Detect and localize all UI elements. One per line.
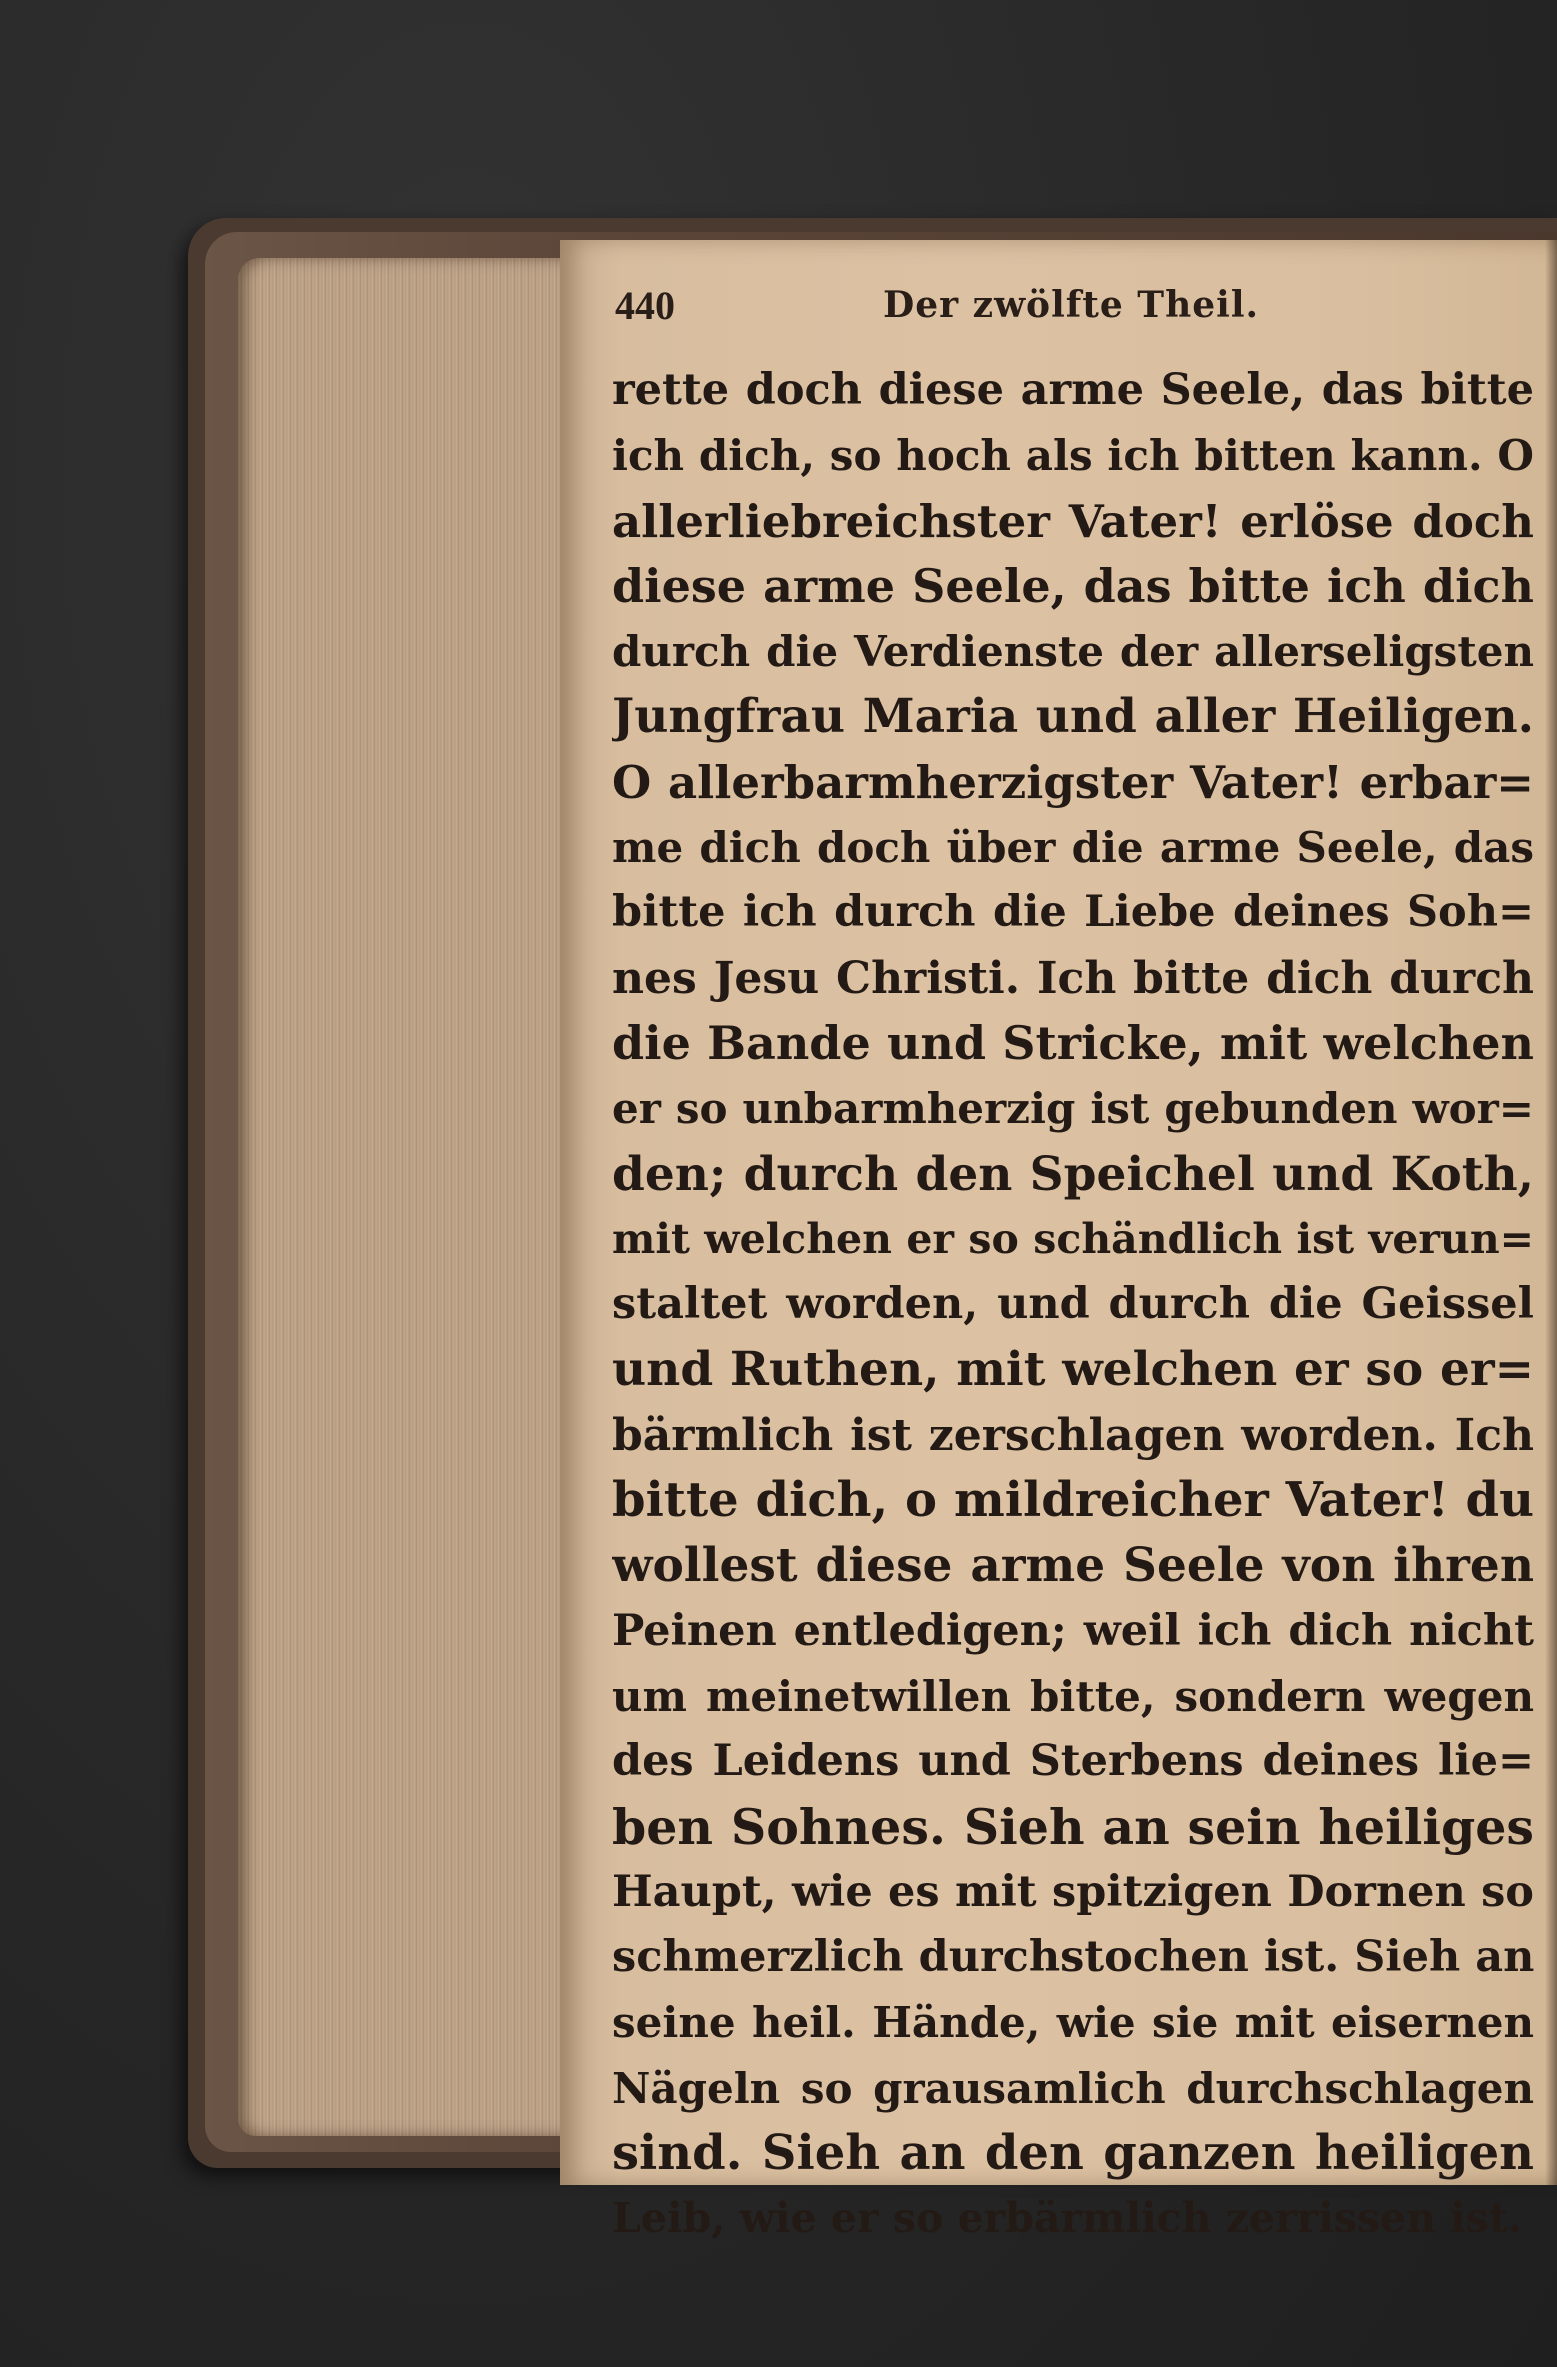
text-line: staltet worden, und durch die Geissel [612,1279,1534,1330]
text-line: die Bande und Stricke, mit welchen [612,1015,1534,1070]
text-line: bitte ich durch die Liebe deines Soh= [612,887,1534,938]
page-number: 440 [615,283,675,328]
text-line: durch die Verdienste der allerseligsten [612,627,1534,677]
text-line: Haupt, wie es mit spitzigen Dornen so [612,1866,1534,1917]
running-head: Der zwölfte Theil. [883,284,1260,326]
text-line: und Ruthen, mit welchen er so er= [612,1342,1534,1398]
text-line: me dich doch über die arme Seele, das [612,823,1534,873]
text-line: mit welchen er so schändlich ist verun= [612,1214,1534,1263]
text-line: bitte dich, o mildreicher Vater! du [612,1472,1534,1529]
text-line: ich dich, so hoch als ich bitten kann. O [612,431,1534,481]
text-line: nes Jesu Christi. Ich bitte dich durch [612,952,1534,1004]
text-line: ben Sohnes. Sieh an sein heiliges [612,1797,1534,1856]
text-line: Leib, wie er so erbärmlich zerrissen ist. [612,2194,1523,2243]
text-line: Nägeln so grausamlich durchschlagen [612,2063,1534,2113]
page-header [615,282,1515,332]
text-line: wollest diese arme Seele von ihren [612,1538,1534,1594]
text-line: den; durch den Speichel und Koth, [612,1146,1534,1202]
text-line: seine heil. Hände, wie sie mit eisernen [612,1998,1534,2048]
text-line: Jungfrau Maria und aller Heiligen. [612,689,1534,745]
text-line: bärmlich ist zerschlagen worden. Ich [612,1409,1534,1461]
text-line: diese arme Seele, das bitte ich dich [612,558,1534,613]
text-line: des Leidens und Sterbens deines lie= [612,1736,1534,1787]
text-line: rette doch diese arme Seele, das bitte [612,365,1534,415]
page-gutter-shadow [1545,240,1557,2185]
text-line: Peinen entledigen; weil ich dich nicht [612,1605,1534,1656]
text-line: schmerzlich durchstochen ist. Sieh an [612,1932,1534,1983]
text-line: sind. Sieh an den ganzen heiligen [612,2125,1534,2182]
text-line: O allerbarmherzigster Vater! erbar= [612,755,1534,809]
text-line: allerliebreichster Vater! erlöse doch [612,494,1534,548]
body-text [612,358,1534,2252]
text-line: er so unbarmherzig ist gebunden wor= [612,1084,1534,1134]
page-edges [238,258,583,2136]
text-line: um meinetwillen bitte, sondern wegen [612,1671,1534,1721]
